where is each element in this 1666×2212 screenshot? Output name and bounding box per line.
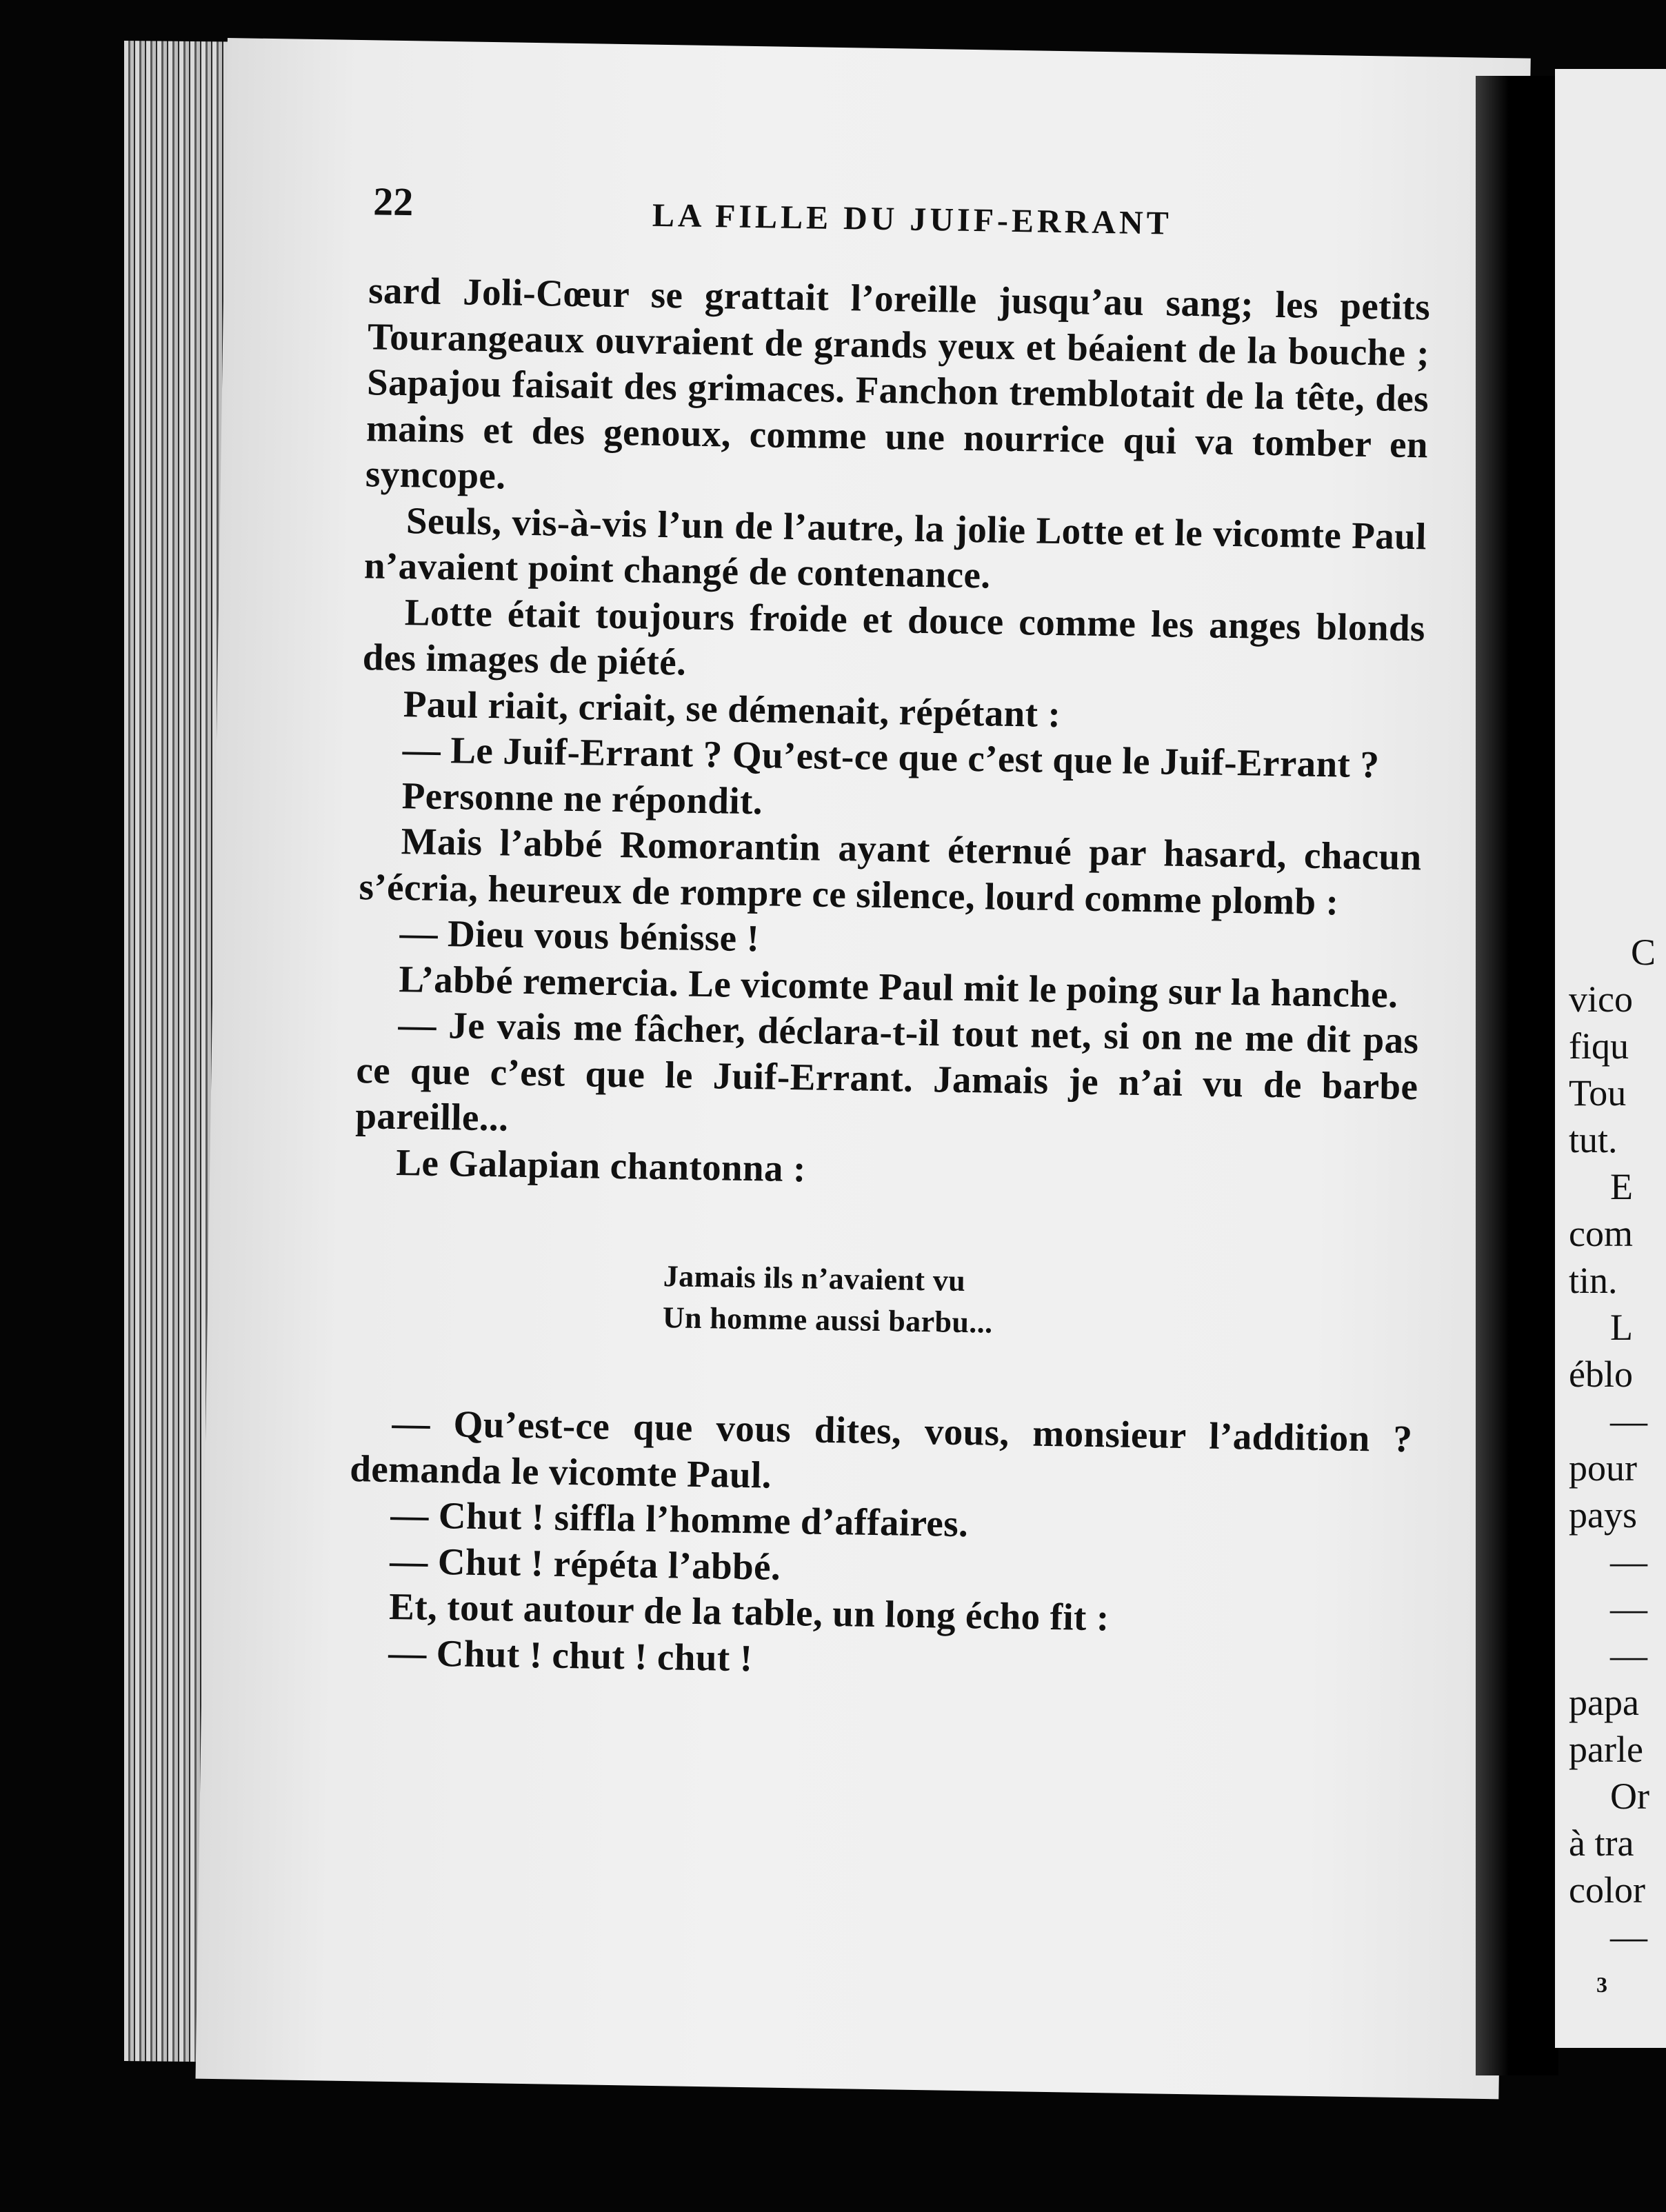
verse-line: Jamais ils n’avaient vu [663,1259,966,1298]
right-page-fragment: éblo [1569,1354,1633,1395]
paragraph: — Qu’est-ce que vous dites, vous, monsieur l’addition ? demanda le vicomte Paul. [349,1401,1413,1496]
right-page-fragment: Tou [1569,1072,1627,1114]
right-page-fragment: — [1610,1916,1647,1958]
paragraph: — Je vais me fâcher, déclara-t-il tout net, si on ne me dit pas ce que c’est que le Juif-Errant. Jamais je n’ai vu de barbe pareille... [354,1003,1419,1139]
right-page-fragment: L [1610,1307,1633,1348]
right-page-fragment: E [1610,1166,1633,1207]
right-page-fragment: Or [1610,1776,1649,1817]
verse-line: Un homme aussi barbu... [662,1300,993,1340]
right-page-fragment: — [1610,1400,1647,1442]
page-number: 22 [372,179,414,225]
paragraph: Le Galapian chantonna : [395,1140,807,1189]
right-page-fragment: — [1610,1541,1647,1582]
right-page-fragment: à tra [1569,1822,1634,1864]
paragraph: — Chut ! chut ! chut ! [388,1631,753,1679]
paragraph: sard Joli-Cœur se grattait l’oreille jusqu’au sang; les petits Tourangeaux ouvraient de grands yeux et béaient de la bouche ; Sapajou faisait des grimaces. Fanchon tremblotait de la tête, des mains et des genoux, comme une nourrice qui va tomber en syncope. [365,269,1431,497]
verse [662,1256,1415,1350]
right-page-fragment: tin. [1569,1260,1618,1301]
right-page-fragment: color [1569,1869,1645,1911]
right-page-fragment: C [1631,932,1656,973]
paragraph: L’abbé remercia. Le vicomte Paul mit le poing sur la hanche. [399,957,1398,1016]
right-page-fragment: papa [1569,1682,1639,1723]
right-page-fragment: parle [1569,1729,1643,1770]
right-page-fragment: tut. [1569,1119,1618,1160]
paragraph: Lotte était toujours froide et douce comme les anges blonds des images de piété. [362,590,1426,683]
right-page-fragment: pour [1569,1447,1637,1489]
book-gutter [1476,76,1558,2075]
right-page-fragment: fiqu [1569,1025,1629,1067]
right-page-fragment: pays [1569,1494,1637,1536]
paragraph: Personne ne répondit. [401,774,763,822]
running-head: LA FILLE DU JUIF-ERRANT [652,197,1173,242]
body-text [347,268,1431,1691]
paragraph: Paul riait, criait, se démenait, répétant : [403,682,1061,735]
paragraph: — Le Juif-Errant ? Qu’est-ce que c’est que le Juif-Errant ? [402,728,1380,786]
paragraph: Et, tout autour de la table, un long écho fit : [388,1585,1110,1639]
signature-mark: 3 [1596,1972,1607,1997]
right-page-fragment: com [1569,1213,1633,1254]
right-page-fragment: vico [1569,978,1633,1020]
paragraph: — Chut ! répéta l’abbé. [389,1539,781,1588]
paragraph: — Chut ! siffla l’homme d’affaires. [390,1493,969,1545]
paragraph: Mais l’abbé Romorantin ayant éternué par hasard, chacun s’écria, heureux de rompre ce silence, lourd comme plomb : [359,820,1423,923]
book-page-left [196,38,1531,2099]
paragraph: — Dieu vous bénisse ! [399,912,760,960]
book-page-right [1555,69,1666,2048]
right-page-fragment: — [1610,1635,1647,1676]
paragraph: Seuls, vis-à-vis l’un de l’autre, la jolie Lotte et le vicomte Paul n’avaient point changé de contenance. [363,499,1427,596]
right-page-fragment: — [1610,1588,1647,1629]
